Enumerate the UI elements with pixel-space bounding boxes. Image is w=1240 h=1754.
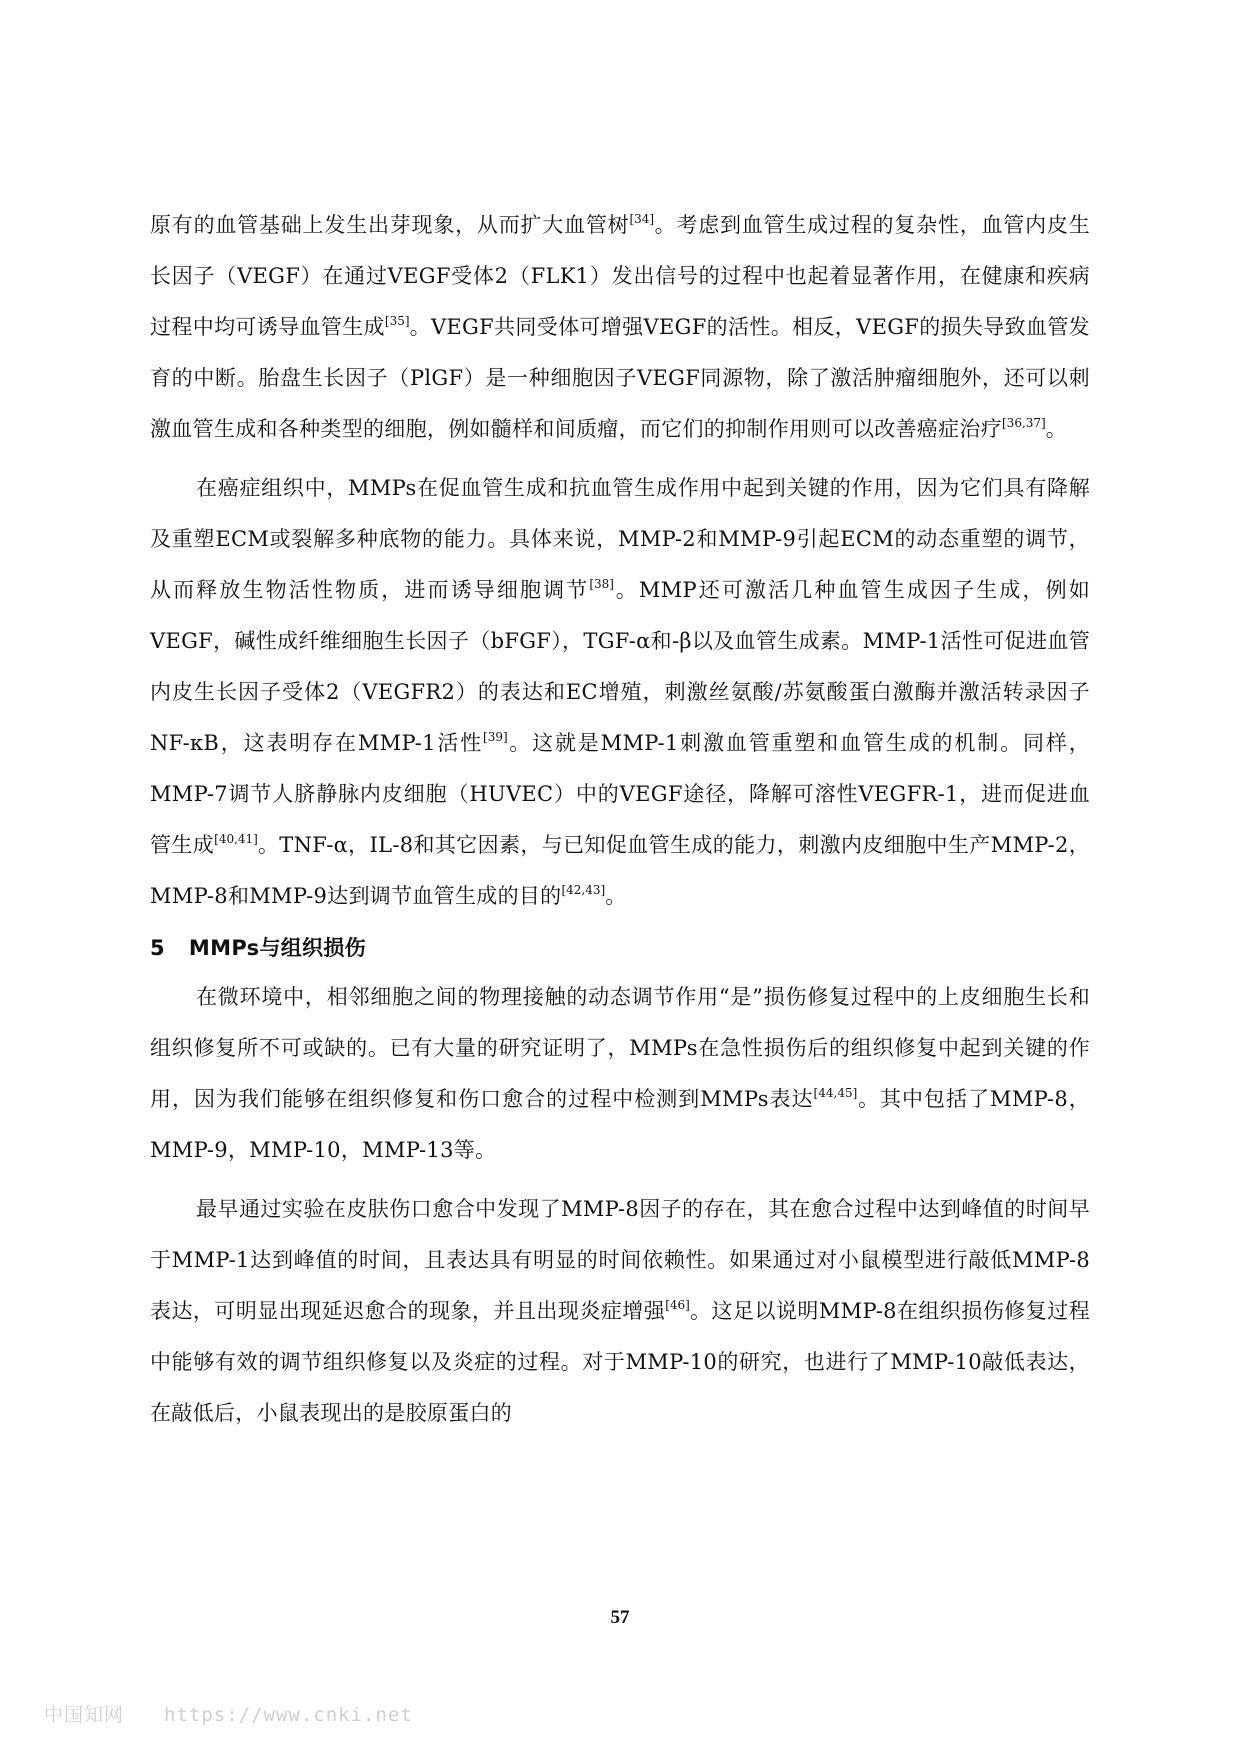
text-run: 原有的血管基础上发生出芽现象，从而扩大血管树 — [150, 213, 630, 237]
text-run: 。考虑到血管生成过程的复杂性，血管内皮生长因子（VEGF）在通过VEGF受体2（FLK1）发出信号的过程中也起着显著作用，在健康和疾病过程中均可诱导血管生成 — [150, 213, 1090, 339]
text-run: 。MMP还可激活几种血管生成因子生成，例如VEGF，碱性成纤维细胞生长因子（bFGF），TGF-α和-β以及血管生成素。MMP-1活性可促进血管内皮生长因子受体2（VEGFR2）的表达和EC增殖，刺激丝氨酸/苏氨酸蛋白激酶并激活转录因子NF-κB，这表明存在MMP-1活性 — [150, 578, 1090, 755]
citation-ref: [35] — [384, 314, 410, 328]
citation-ref: [36,37] — [1002, 416, 1046, 430]
text-run: 。 — [1045, 417, 1068, 441]
citation-ref: [46] — [665, 1298, 690, 1312]
text-run: 。TNF-α，IL-8和其它因素，与已知促血管生成的能力，刺激内皮细胞中生产MMP-2，MMP-8和MMP-9达到调节血管生成的目的 — [150, 833, 1091, 908]
citation-ref: [44,45] — [813, 1086, 858, 1100]
paragraph — [150, 1184, 1090, 1439]
paragraph-group-tissue-injury — [150, 972, 1090, 1439]
page-number: 57 — [610, 1607, 630, 1628]
section-heading — [150, 928, 1090, 968]
citation-ref: [38] — [589, 577, 614, 591]
paragraph — [150, 463, 1090, 922]
text-run: 。 — [605, 884, 627, 908]
text-run: 最早通过实验在皮肤伤口愈合中发现了MMP-8因子的存在，其在愈合过程中达到峰值的时间早于MMP-1达到峰值的时间，且表达具有明显的时间依赖性。如果通过对小鼠模型进行敲低MMP-8表达，可明显出现延迟愈合的现象，并且出现炎症增强 — [150, 1197, 1090, 1323]
text-run: 。这足以说明MMP-8在组织损伤修复过程中能够有效的调节组织修复以及炎症的过程。对于MMP-10的研究，也进行了MMP-10敲低表达，在敲低后，小鼠表现出的是胶原蛋白的 — [150, 1299, 1090, 1425]
citation-ref: [40,41] — [214, 832, 258, 846]
watermark-brand: 中国知网 — [44, 1704, 125, 1726]
text-run: 在癌症组织中，MMPs在促血管生成和抗血管生成作用中起到关键的作用，因为它们具有降解及重塑ECM或裂解多种底物的能力。具体来说，MMP-2和MMP-9引起ECM的动态重塑的调节，从而释放生物活性物质，进而诱导细胞调节 — [150, 476, 1090, 602]
text-run: 。VEGF共同受体可增强VEGF的活性。相反，VEGF的损失导致血管发育的中断。胎盘生长因子（PlGF）是一种细胞因子VEGF同源物，除了激活肿瘤细胞外，还可以刺激血管生成和各种类型的细胞，例如髓样和间质瘤，而它们的抑制作用则可以改善癌症治疗 — [150, 315, 1090, 441]
paragraph — [150, 972, 1090, 1176]
section-title: MMPs与组织损伤 — [188, 936, 366, 960]
section-number: 5 — [150, 936, 165, 960]
watermark — [44, 1700, 413, 1727]
citation-ref: [42,43] — [561, 883, 606, 897]
watermark-url: https://www.cnki.net — [164, 1704, 413, 1726]
paragraph — [150, 200, 1090, 455]
citation-ref: [39] — [483, 730, 508, 744]
paragraph-group-angiogenesis — [150, 200, 1090, 922]
citation-ref: [34] — [629, 212, 655, 226]
body-text — [150, 200, 1090, 1439]
text-run: 。其中包括了MMP-8，MMP-9，MMP-10，MMP-13等。 — [150, 1087, 1090, 1162]
text-run: 在微环境中，相邻细胞之间的物理接触的动态调节作用“是”损伤修复过程中的上皮细胞生长和组织修复所不可或缺的。已有大量的研究证明了，MMPs在急性损伤后的组织修复中起到关键的作用，因为我们能够在组织修复和伤口愈合的过程中检测到MMPs表达 — [150, 985, 1090, 1111]
text-run: 。这就是MMP-1刺激血管重塑和血管生成的机制。同样，MMP-7调节人脐静脉内皮细胞（HUVEC）中的VEGF途径，降解可溶性VEGFR-1，进而促进血管生成 — [150, 731, 1090, 857]
